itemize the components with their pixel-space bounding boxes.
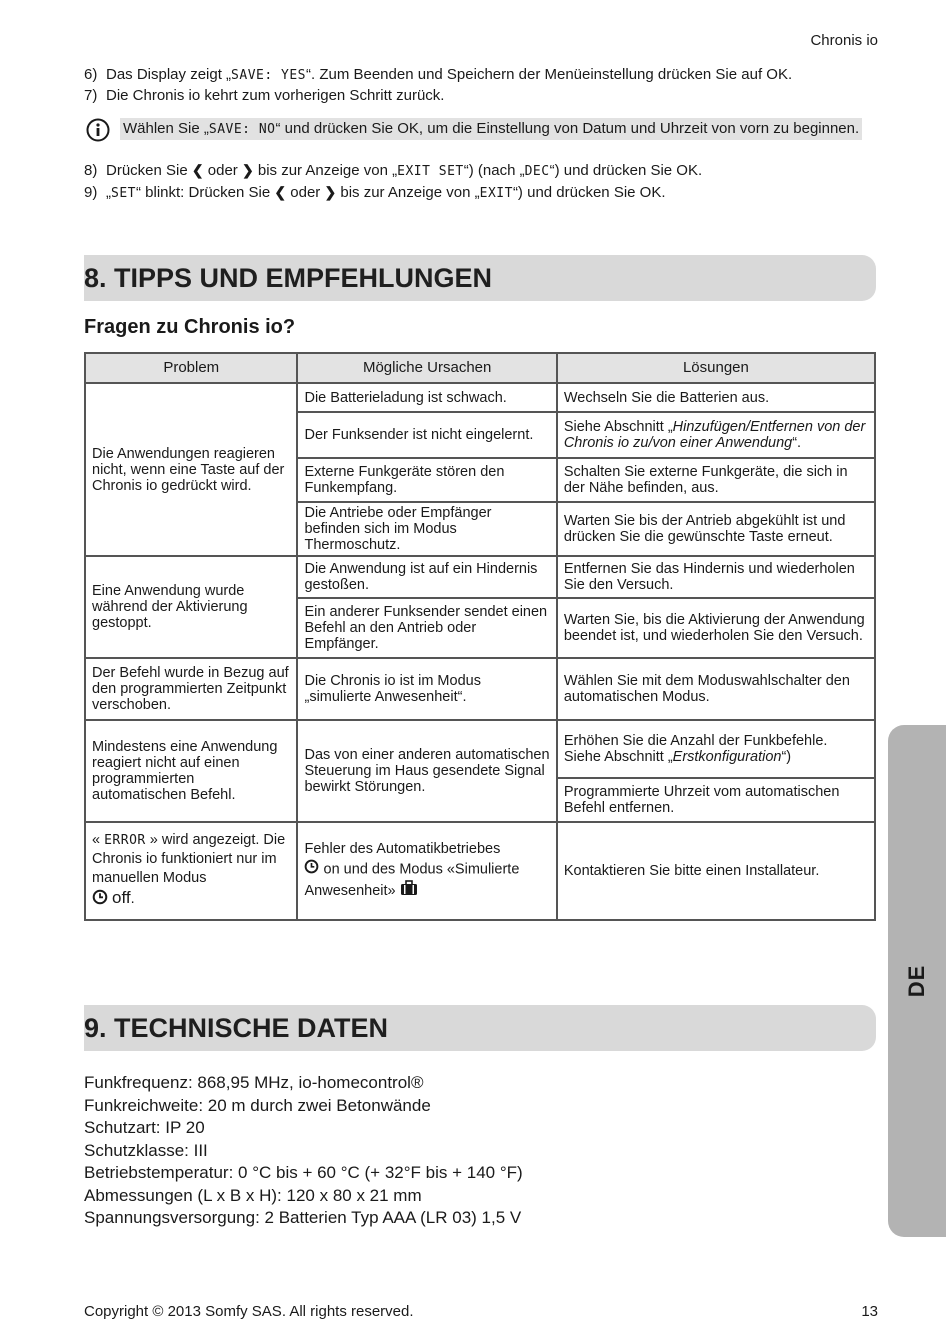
- solution-cell: Programmierte Uhrzeit vom automatischen Befehl entfernen.: [557, 778, 875, 822]
- step-text: “. Zum Beenden und Speichern der Menüeinstellung drücken Sie auf OK.: [306, 66, 793, 83]
- copyright: Copyright © 2013 Somfy SAS. All rights reserved.: [84, 1303, 414, 1320]
- info-icon: [86, 118, 110, 142]
- section-reference: Hinzufügen/Entfernen von der Chronis io zu/von einer Anwendung: [563, 419, 866, 451]
- solution-cell: Warten Sie bis der Antrieb abgekühlt ist und drücken Sie die gewünschte Taste erneut.: [557, 502, 875, 556]
- step-8: 8) Drücken Sie ❮ oder ❯ bis zur Anzeige von „EXIT SET“) (nach „DEC“) und drücken Sie OK.: [84, 162, 703, 179]
- lcd-text: EXIT SET: [397, 164, 464, 179]
- cause-cell: Die Chronis io ist im Modus „simulierte Anwesenheit“.: [297, 658, 556, 720]
- cause-cell: Die Batterieladung ist schwach.: [297, 383, 556, 412]
- spec-item: Funkreichweite: 20 m durch zwei Betonwände: [84, 1095, 431, 1115]
- solution-cell: Kontaktieren Sie bitte einen Installateur.: [557, 822, 875, 920]
- column-header: Lösungen: [557, 353, 875, 383]
- column-header: Problem: [85, 353, 297, 383]
- step-number: 6): [84, 66, 98, 83]
- section-9-header: [84, 1005, 876, 1051]
- section-8-header: [84, 255, 876, 301]
- lcd-text: EXIT: [479, 186, 513, 201]
- step-number: 9): [84, 184, 98, 201]
- solution-cell: Warten Sie, bis die Aktivierung der Anwendung beendet ist, und wiederholen Sie den Versuch.: [557, 598, 875, 658]
- info-note: [86, 118, 878, 140]
- cause-cell: Ein anderer Funksender sendet einen Befehl an den Antrieb oder Empfänger.: [297, 598, 556, 658]
- lcd-text: SAVE: YES: [231, 68, 306, 83]
- table-row: [85, 658, 875, 720]
- step-number: 8): [84, 162, 98, 179]
- problem-cell: Mindestens eine Anwendung reagiert nicht auf einen programmierten automatischen Befehl.: [85, 720, 297, 822]
- spec-item: Abmessungen (L x B x H): 120 x 80 x 21 mm: [84, 1185, 422, 1205]
- suitcase-icon: [400, 880, 418, 902]
- section-reference: Erstkonfiguration: [672, 749, 782, 765]
- step-9: 9) „SET“ blinkt: Drücken Sie ❮ oder ❯ bis zur Anzeige von „EXIT“) und drücken Sie OK.: [84, 184, 666, 201]
- chevron-left-icon: ❮: [191, 162, 204, 178]
- spec-item: Schutzart: IP 20: [84, 1118, 205, 1137]
- step-text: Das Display zeigt „: [106, 66, 232, 83]
- cause-cell: Die Anwendung ist auf ein Hindernis gestoßen.: [297, 556, 556, 598]
- mode-on-label: on: [323, 861, 340, 878]
- cause-cell: Das von einer anderen automatischen Steuerung im Haus gesendete Signal bewirkt Störungen.: [297, 720, 556, 822]
- table-row: [85, 720, 875, 778]
- clock-icon: [92, 889, 108, 911]
- table-row: [85, 556, 875, 598]
- solution-cell: Entfernen Sie das Hindernis und wiederholen Sie den Versuch.: [557, 556, 875, 598]
- language-tab-label: DE: [904, 964, 929, 998]
- solution-cell: Schalten Sie externe Funkgeräte, die sich in der Nähe befinden, aus.: [557, 458, 875, 502]
- spec-item: Schutzklasse: III: [84, 1140, 208, 1160]
- spec-list: [84, 1072, 523, 1230]
- cause-cell: Externe Funkgeräte stören den Funkempfang.: [297, 458, 556, 502]
- column-header: Mögliche Ursachen: [297, 353, 556, 383]
- note-text: Wählen Sie „SAVE: NO“ und drücken Sie OK, um die Einstellung von Datum und Uhrzeit von vorn zu beginnen.: [120, 118, 862, 140]
- section-subtitle: Fragen zu Chronis io?: [84, 316, 296, 338]
- problem-cell: Der Befehl wurde in Bezug auf den programmierten Zeitpunkt verschoben.: [85, 658, 297, 720]
- lcd-text: SET: [111, 186, 136, 201]
- step-number: 7): [84, 87, 98, 104]
- problem-cell: Die Anwendungen reagieren nicht, wenn eine Taste auf der Chronis io gedrückt wird.: [85, 383, 297, 556]
- spec-item: Betriebstemperatur: 0 °C bis + 60 °C (+ 32°F bis + 140 °F): [84, 1163, 523, 1182]
- page-number: 13: [861, 1303, 878, 1320]
- table-row: [85, 383, 875, 412]
- section-title: 8. TIPPS UND EMPFEHLUNGEN: [84, 263, 493, 293]
- solution-cell: Erhöhen Sie die Anzahl der Funkbefehle. Siehe Abschnitt „Erstkonfiguration“): [557, 720, 875, 778]
- chevron-left-icon: ❮: [274, 184, 287, 200]
- lcd-text: DEC: [524, 164, 550, 179]
- mode-off-label: off: [112, 888, 131, 908]
- spec-item: Funkfrequenz: 868,95 MHz, io-homecontrol®: [84, 1073, 424, 1092]
- table-row: [85, 822, 875, 920]
- problem-cell: Eine Anwendung wurde während der Aktivierung gestoppt.: [85, 556, 297, 658]
- step-6: [84, 65, 792, 86]
- step-7: [84, 86, 444, 106]
- language-tab: [888, 725, 946, 1237]
- table-header-row: [85, 353, 875, 383]
- lcd-text: ERROR: [104, 833, 146, 849]
- troubleshooting-table: [84, 352, 876, 921]
- cause-cell: Der Funksender ist nicht eingelernt.: [297, 412, 556, 458]
- solution-cell: Wechseln Sie die Batterien aus.: [557, 383, 875, 412]
- cause-cell: Fehler des Automatikbetriebes on und des Modus «Simulierte Anwesenheit»: [297, 822, 556, 920]
- section-title: 9. TECHNISCHE DATEN: [84, 1013, 389, 1043]
- clock-icon: [304, 859, 319, 880]
- spec-item: Spannungsversorgung: 2 Batterien Typ AAA (LR 03) 1,5 V: [84, 1208, 522, 1227]
- header-title: Chronis io: [810, 32, 878, 49]
- chevron-right-icon: ❯: [241, 162, 254, 178]
- solution-cell: Siehe Abschnitt „Hinzufügen/Entfernen von der Chronis io zu/von einer Anwendung“.: [557, 412, 875, 458]
- lcd-text: SAVE: NO: [208, 122, 276, 137]
- problem-cell: « ERROR » wird angezeigt. Die Chronis io funktioniert nur im manuellen Modus off.: [85, 822, 297, 920]
- step-text: Die Chronis io kehrt zum vorherigen Schritt zurück.: [106, 87, 445, 104]
- solution-cell: Wählen Sie mit dem Moduswahlschalter den automatischen Modus.: [557, 658, 875, 720]
- cause-cell: Die Antriebe oder Empfänger befinden sich im Modus Thermoschutz.: [297, 502, 556, 556]
- chevron-right-icon: ❯: [324, 184, 337, 200]
